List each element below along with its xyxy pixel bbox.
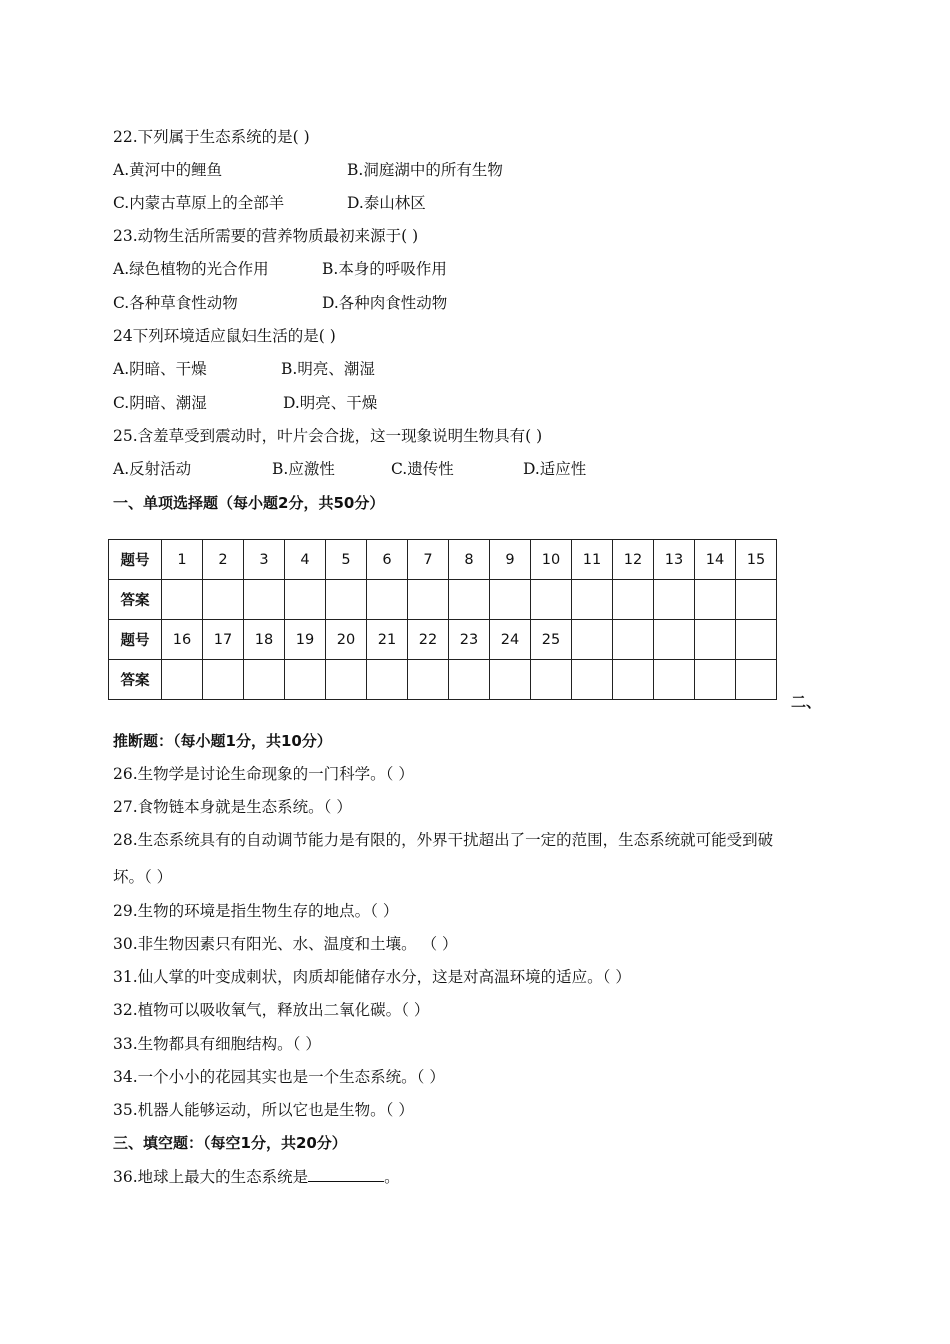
table-cell: 15 <box>736 540 777 580</box>
table-cell: 22 <box>408 620 449 660</box>
answer-cell <box>367 660 408 700</box>
table-cell: 1 <box>162 540 203 580</box>
option-25-b: B.应激性 <box>272 460 335 478</box>
question-36-text: 36.地球上最大的生态系统是 <box>113 1168 309 1186</box>
section-1-heading: 一、单项选择题（每小题2分，共50分） <box>113 494 385 512</box>
table-cell: 21 <box>367 620 408 660</box>
table-cell: 11 <box>572 540 613 580</box>
table-cell: 7 <box>408 540 449 580</box>
option-22-a: A.黄河中的鲤鱼 <box>113 161 223 179</box>
question-25-stem: 25.含羞草受到震动时，叶片会合拢，这一现象说明生物具有( ) <box>113 427 543 445</box>
answer-cell <box>654 580 695 620</box>
table-row-numbers-1 <box>109 540 777 580</box>
answer-cell <box>654 660 695 700</box>
answer-cell <box>244 580 285 620</box>
option-23-b: B.本身的呼吸作用 <box>322 260 447 278</box>
table-cell: 8 <box>449 540 490 580</box>
option-22-c: C.内蒙古草原上的全部羊 <box>113 194 285 212</box>
table-cell: 23 <box>449 620 490 660</box>
table-cell: 9 <box>490 540 531 580</box>
answer-cell <box>162 660 203 700</box>
option-24-c: C.阴暗、潮湿 <box>113 394 207 412</box>
answer-cell <box>285 660 326 700</box>
table-row-numbers-2 <box>109 620 777 660</box>
answer-cell <box>449 660 490 700</box>
table-cell <box>572 620 613 660</box>
table-cell: 18 <box>244 620 285 660</box>
table-label-number: 题号 <box>109 620 162 660</box>
answer-cell <box>203 580 244 620</box>
answer-cell <box>285 580 326 620</box>
judge-item-29: 29.生物的环境是指生物生存的地点。（ ） <box>113 902 399 920</box>
table-cell: 4 <box>285 540 326 580</box>
answer-cell <box>367 580 408 620</box>
answer-cell <box>695 660 736 700</box>
table-cell <box>736 620 777 660</box>
table-cell: 20 <box>326 620 367 660</box>
option-22-b: B.洞庭湖中的所有生物 <box>347 161 503 179</box>
table-cell: 10 <box>531 540 572 580</box>
table-cell: 14 <box>695 540 736 580</box>
fill-blank <box>308 1167 384 1182</box>
answer-cell <box>736 660 777 700</box>
answer-cell <box>244 660 285 700</box>
table-cell: 6 <box>367 540 408 580</box>
judge-item-32: 32.植物可以吸收氧气，释放出二氧化碳。（ ） <box>113 1001 430 1019</box>
question-24-stem: 24下列环境适应鼠妇生活的是( ) <box>113 327 336 345</box>
judge-item-28-cont: 坏。（ ） <box>113 868 173 886</box>
answer-cell <box>531 580 572 620</box>
option-24-d: D.明亮、干燥 <box>283 394 378 412</box>
table-cell: 16 <box>162 620 203 660</box>
question-36 <box>113 1167 400 1187</box>
table-label-answer: 答案 <box>109 660 162 700</box>
option-24-a: A.阴暗、干燥 <box>113 360 207 378</box>
table-label-number: 题号 <box>109 540 162 580</box>
option-25-a: A.反射活动 <box>113 460 192 478</box>
table-cell: 2 <box>203 540 244 580</box>
answer-cell <box>572 580 613 620</box>
option-23-c: C.各种草食性动物 <box>113 294 238 312</box>
judge-item-27: 27.食物链本身就是生态系统。（ ） <box>113 798 352 816</box>
judge-item-35: 35.机器人能够运动，所以它也是生物。（ ） <box>113 1101 414 1119</box>
table-cell: 13 <box>654 540 695 580</box>
answer-cell <box>326 580 367 620</box>
answer-cell <box>572 660 613 700</box>
option-24-b: B.明亮、潮湿 <box>281 360 375 378</box>
option-25-d: D.适应性 <box>523 460 587 478</box>
option-25-c: C.遗传性 <box>391 460 454 478</box>
answer-cell <box>490 660 531 700</box>
judge-item-28: 28.生态系统具有的自动调节能力是有限的，外界干扰超出了一定的范围，生态系统就可能受到破 <box>113 831 774 849</box>
table-row-answers-2 <box>109 660 777 700</box>
answer-cell <box>203 660 244 700</box>
question-22-stem: 22.下列属于生态系统的是( ) <box>113 128 310 146</box>
table-cell: 19 <box>285 620 326 660</box>
table-cell: 12 <box>613 540 654 580</box>
judge-item-33: 33.生物都具有细胞结构。（ ） <box>113 1035 321 1053</box>
answer-cell <box>326 660 367 700</box>
section-2-heading: 推断题：（每小题1分，共10分） <box>113 732 332 750</box>
table-cell: 24 <box>490 620 531 660</box>
table-row-answers-1 <box>109 580 777 620</box>
answer-cell <box>490 580 531 620</box>
option-23-a: A.绿色植物的光合作用 <box>113 260 269 278</box>
table-cell <box>654 620 695 660</box>
answer-cell <box>408 660 449 700</box>
table-cell <box>613 620 654 660</box>
judge-item-26: 26.生物学是讨论生命现象的一门科学。（ ） <box>113 765 414 783</box>
answer-cell <box>531 660 572 700</box>
answer-cell <box>162 580 203 620</box>
judge-item-31: 31.仙人掌的叶变成刺状，肉质却能储存水分，这是对高温环境的适应。（ ） <box>113 968 631 986</box>
option-23-d: D.各种肉食性动物 <box>322 294 448 312</box>
section-2-prefix: 二、 <box>791 693 822 711</box>
table-label-answer: 答案 <box>109 580 162 620</box>
answer-cell <box>736 580 777 620</box>
judge-item-34: 34.一个小小的花园其实也是一个生态系统。（ ） <box>113 1068 445 1086</box>
table-cell: 3 <box>244 540 285 580</box>
question-36-end: 。 <box>384 1168 400 1186</box>
judge-item-30: 30.非生物因素只有阳光、水、温度和土壤。 （ ） <box>113 935 458 953</box>
table-cell <box>695 620 736 660</box>
answer-cell <box>613 660 654 700</box>
section-3-heading: 三、填空题：（每空1分，共20分） <box>113 1134 347 1152</box>
table-cell: 25 <box>531 620 572 660</box>
answer-cell <box>695 580 736 620</box>
answer-cell <box>613 580 654 620</box>
answer-cell <box>408 580 449 620</box>
answer-cell <box>449 580 490 620</box>
answer-table <box>108 539 777 700</box>
option-22-d: D.泰山林区 <box>347 194 426 212</box>
question-23-stem: 23.动物生活所需要的营养物质最初来源于( ) <box>113 227 419 245</box>
table-cell: 5 <box>326 540 367 580</box>
table-cell: 17 <box>203 620 244 660</box>
